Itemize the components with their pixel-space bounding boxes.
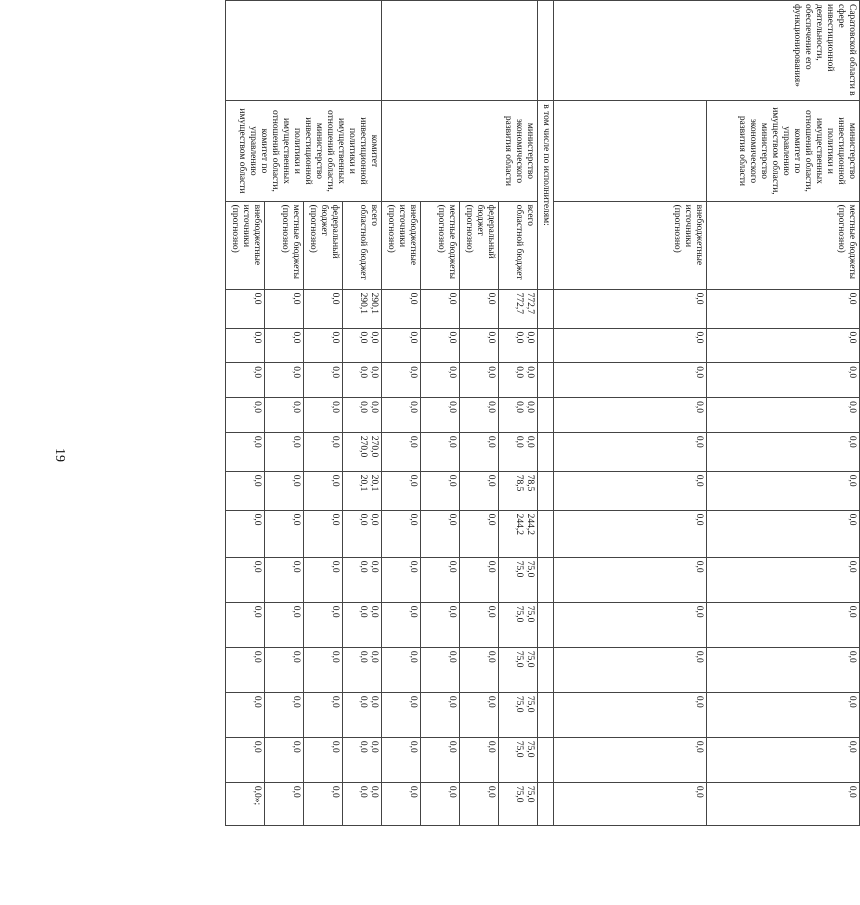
value-cell: 0,0 (421, 471, 460, 510)
value-cell: 20,1 20,1 (343, 471, 382, 510)
value-cell: 0,0 (421, 289, 460, 328)
value-cell: 0,0 (460, 328, 499, 363)
value-cell: 0,0 (382, 432, 421, 471)
value-cell: 0,0 (265, 432, 304, 471)
value-cell: 0,0»; (226, 782, 265, 825)
value-cell: 0,0 0,0 (343, 328, 382, 363)
value-cell: 0,0 (226, 328, 265, 363)
value-cell: 0,0 (421, 328, 460, 363)
value-cell: 0,0 (460, 602, 499, 647)
value-cell: 0,0 (460, 398, 499, 433)
value-cell: 0,0 0,0 (343, 782, 382, 825)
value-cell: 0,0 (265, 289, 304, 328)
source-cell: федеральный бюджет (прогнозно) (460, 201, 499, 289)
value-cell: 0,0 (460, 557, 499, 602)
value-cell: 0,0 (265, 557, 304, 602)
value-cell: 772,7 772,7 (499, 289, 538, 328)
value-cell: 0,0 (265, 737, 304, 782)
value-cell: 0,0 (226, 432, 265, 471)
value-cell: 0,0 (382, 602, 421, 647)
value-cell: 0,0 (707, 432, 860, 471)
value-cell: 0,0 (304, 289, 343, 328)
value-cell: 0,0 (304, 737, 343, 782)
value-cell: 0,0 (554, 692, 707, 737)
value-cell: 0,0 (707, 328, 860, 363)
value-cell: 0,0 (707, 363, 860, 398)
value-cell: 0,0 (554, 510, 707, 557)
value-cell: 0,0 (554, 398, 707, 433)
value-cell: 75,0 75,0 (499, 782, 538, 825)
value-cell: 0,0 (707, 737, 860, 782)
executor-cell: министерство инвестиционной политики и имущественных отношений области, комитет по управлению имуществом области, министерство экономического развития области (707, 101, 860, 201)
value-cell: 0,0 (304, 602, 343, 647)
value-cell: 0,0 (707, 602, 860, 647)
source-cell: внебюджетные источники (прогнозно) (554, 201, 707, 289)
source-cell: внебюджетные источники (прогнозно) (226, 201, 265, 289)
value-cell: 0,0 (265, 363, 304, 398)
table-row (538, 1, 554, 826)
value-cell: 0,0 (304, 647, 343, 692)
source-cell: местные бюджеты (прогнозно) (707, 201, 860, 289)
value-cell: 0,0 (226, 510, 265, 557)
value-cell: 0,0 (421, 557, 460, 602)
value-cell: 0,0 (304, 782, 343, 825)
value-cell: 0,0 (382, 510, 421, 557)
value-cell: 0,0 (382, 363, 421, 398)
value-cell: 0,0 (707, 692, 860, 737)
value-cell: 0,0 (421, 432, 460, 471)
value-cell: 0,0 (460, 692, 499, 737)
value-cell: 0,0 (226, 557, 265, 602)
value-cell: 0,0 (554, 737, 707, 782)
value-cell: 290,1 290,1 (343, 289, 382, 328)
value-cell: 0,0 (226, 398, 265, 433)
value-cell: 0,0 (554, 471, 707, 510)
executor-cell (554, 101, 707, 201)
value-cell: 0,0 (460, 782, 499, 825)
table-row (343, 1, 382, 826)
value-cell: 0,0 (460, 510, 499, 557)
value-cell: 0,0 (304, 692, 343, 737)
value-cell: 0,0 (265, 398, 304, 433)
value-cell: 0,0 (421, 510, 460, 557)
value-cell: 0,0 0,0 (343, 737, 382, 782)
value-cell: 0,0 (304, 398, 343, 433)
value-cell: 75,0 75,0 (499, 557, 538, 602)
value-cell: 0,0 (382, 737, 421, 782)
value-cell: 0,0 0,0 (343, 647, 382, 692)
value-cell: 0,0 (554, 557, 707, 602)
value-cell: 0,0 (421, 647, 460, 692)
source-cell: местные бюджеты (прогнозно) (421, 201, 460, 289)
value-cell: 0,0 (707, 782, 860, 825)
value-cell: 0,0 (382, 782, 421, 825)
source-cell: всего областной бюджет (499, 201, 538, 289)
value-cell: 0,0 (265, 471, 304, 510)
source-cell: местные бюджеты (прогнозно) (265, 201, 304, 289)
value-cell: 0,0 (226, 471, 265, 510)
value-cell: 0,0 (421, 692, 460, 737)
program-name-cell: Саратовской области в сфере инвестиционной деятельности, обеспечение его функционирования» (554, 1, 860, 101)
value-cell: 0,0 (421, 737, 460, 782)
value-cell: 0,0 (460, 432, 499, 471)
value-cell: 0,0 (226, 289, 265, 328)
value-cell: 0,0 (265, 602, 304, 647)
value-cell: 0,0 (226, 602, 265, 647)
value-cell: 0,0 (304, 510, 343, 557)
value-cell: 0,0 (460, 471, 499, 510)
value-cell: 0,0 (226, 363, 265, 398)
table-row (707, 1, 860, 826)
value-cell: 0,0 (707, 289, 860, 328)
value-cell: 0,0 (226, 647, 265, 692)
value-cell: 0,0 (382, 398, 421, 433)
value-cell: 0,0 (226, 737, 265, 782)
value-cell: 0,0 (382, 557, 421, 602)
value-cell: 0,0 (304, 328, 343, 363)
table-row (499, 1, 538, 826)
value-cell: 0,0 (382, 692, 421, 737)
value-cell: 270,0 270,0 (343, 432, 382, 471)
value-cell: 0,0 (382, 289, 421, 328)
value-cell: 0,0 (382, 471, 421, 510)
value-cell: 0,0 (304, 471, 343, 510)
value-cell: 0,0 (554, 602, 707, 647)
value-cell: 0,0 (382, 647, 421, 692)
value-cell: 0,0 (265, 692, 304, 737)
executors-intro: в том числе по исполнителям: (538, 101, 554, 289)
value-cell: 0,0 0,0 (499, 432, 538, 471)
value-cell: 0,0 0,0 (499, 398, 538, 433)
value-cell: 0,0 (460, 289, 499, 328)
value-cell: 0,0 (265, 647, 304, 692)
value-cell: 0,0 (460, 647, 499, 692)
value-cell: 75,0 75,0 (499, 737, 538, 782)
value-cell: 0,0 (304, 432, 343, 471)
value-cell: 0,0 (554, 432, 707, 471)
value-cell: 0,0 0,0 (499, 363, 538, 398)
value-cell: 0,0 (265, 510, 304, 557)
page-number: 19 (52, 448, 67, 462)
executor-cell: министерство экономического развития области (382, 101, 538, 201)
value-cell: 0,0 (421, 782, 460, 825)
value-cell: 75,0 75,0 (499, 692, 538, 737)
value-cell: 0,0 (382, 328, 421, 363)
value-cell: 0,0 (460, 737, 499, 782)
value-cell: 0,0 (554, 328, 707, 363)
value-cell: 244,2 244,2 (499, 510, 538, 557)
value-cell: 0,0 (304, 557, 343, 602)
source-cell: внебюджетные источники (прогнозно) (382, 201, 421, 289)
value-cell: 0,0 (554, 289, 707, 328)
value-cell: 0,0 (707, 471, 860, 510)
value-cell: 0,0 (554, 647, 707, 692)
value-cell: 0,0 (707, 557, 860, 602)
value-cell: 0,0 (460, 363, 499, 398)
value-cell: 0,0 0,0 (343, 363, 382, 398)
value-cell: 0,0 0,0 (343, 692, 382, 737)
rotated-table-container (230, 0, 860, 826)
value-cell: 0,0 (707, 510, 860, 557)
value-cell: 75,0 75,0 (499, 647, 538, 692)
value-cell: 0,0 (304, 363, 343, 398)
value-cell: 0,0 0,0 (343, 557, 382, 602)
value-cell: 78,5 78,5 (499, 471, 538, 510)
table-row (554, 1, 707, 826)
value-cell: 0,0 0,0 (343, 398, 382, 433)
value-cell: 0,0 (265, 328, 304, 363)
value-cell: 0,0 (707, 647, 860, 692)
source-cell: федеральный бюджет (прогнозно) (304, 201, 343, 289)
value-cell: 0,0 (265, 782, 304, 825)
value-cell: 0,0 (421, 398, 460, 433)
financing-table (225, 0, 860, 826)
value-cell: 0,0 (554, 363, 707, 398)
value-cell: 0,0 (554, 782, 707, 825)
value-cell: 0,0 (421, 363, 460, 398)
value-cell: 75,0 75,0 (499, 602, 538, 647)
value-cell: 0,0 (226, 692, 265, 737)
value-cell: 0,0 0,0 (343, 602, 382, 647)
executor-cell: комитет инвестиционной политики и имущественных отношений области, министерство инвестиционной политики и имущественных отношений области, комитет по управлению имуществом области (226, 101, 382, 201)
value-cell: 0,0 0,0 (499, 328, 538, 363)
value-cell: 0,0 (707, 398, 860, 433)
source-cell: всего областной бюджет (343, 201, 382, 289)
value-cell: 0,0 0,0 (343, 510, 382, 557)
value-cell: 0,0 (421, 602, 460, 647)
